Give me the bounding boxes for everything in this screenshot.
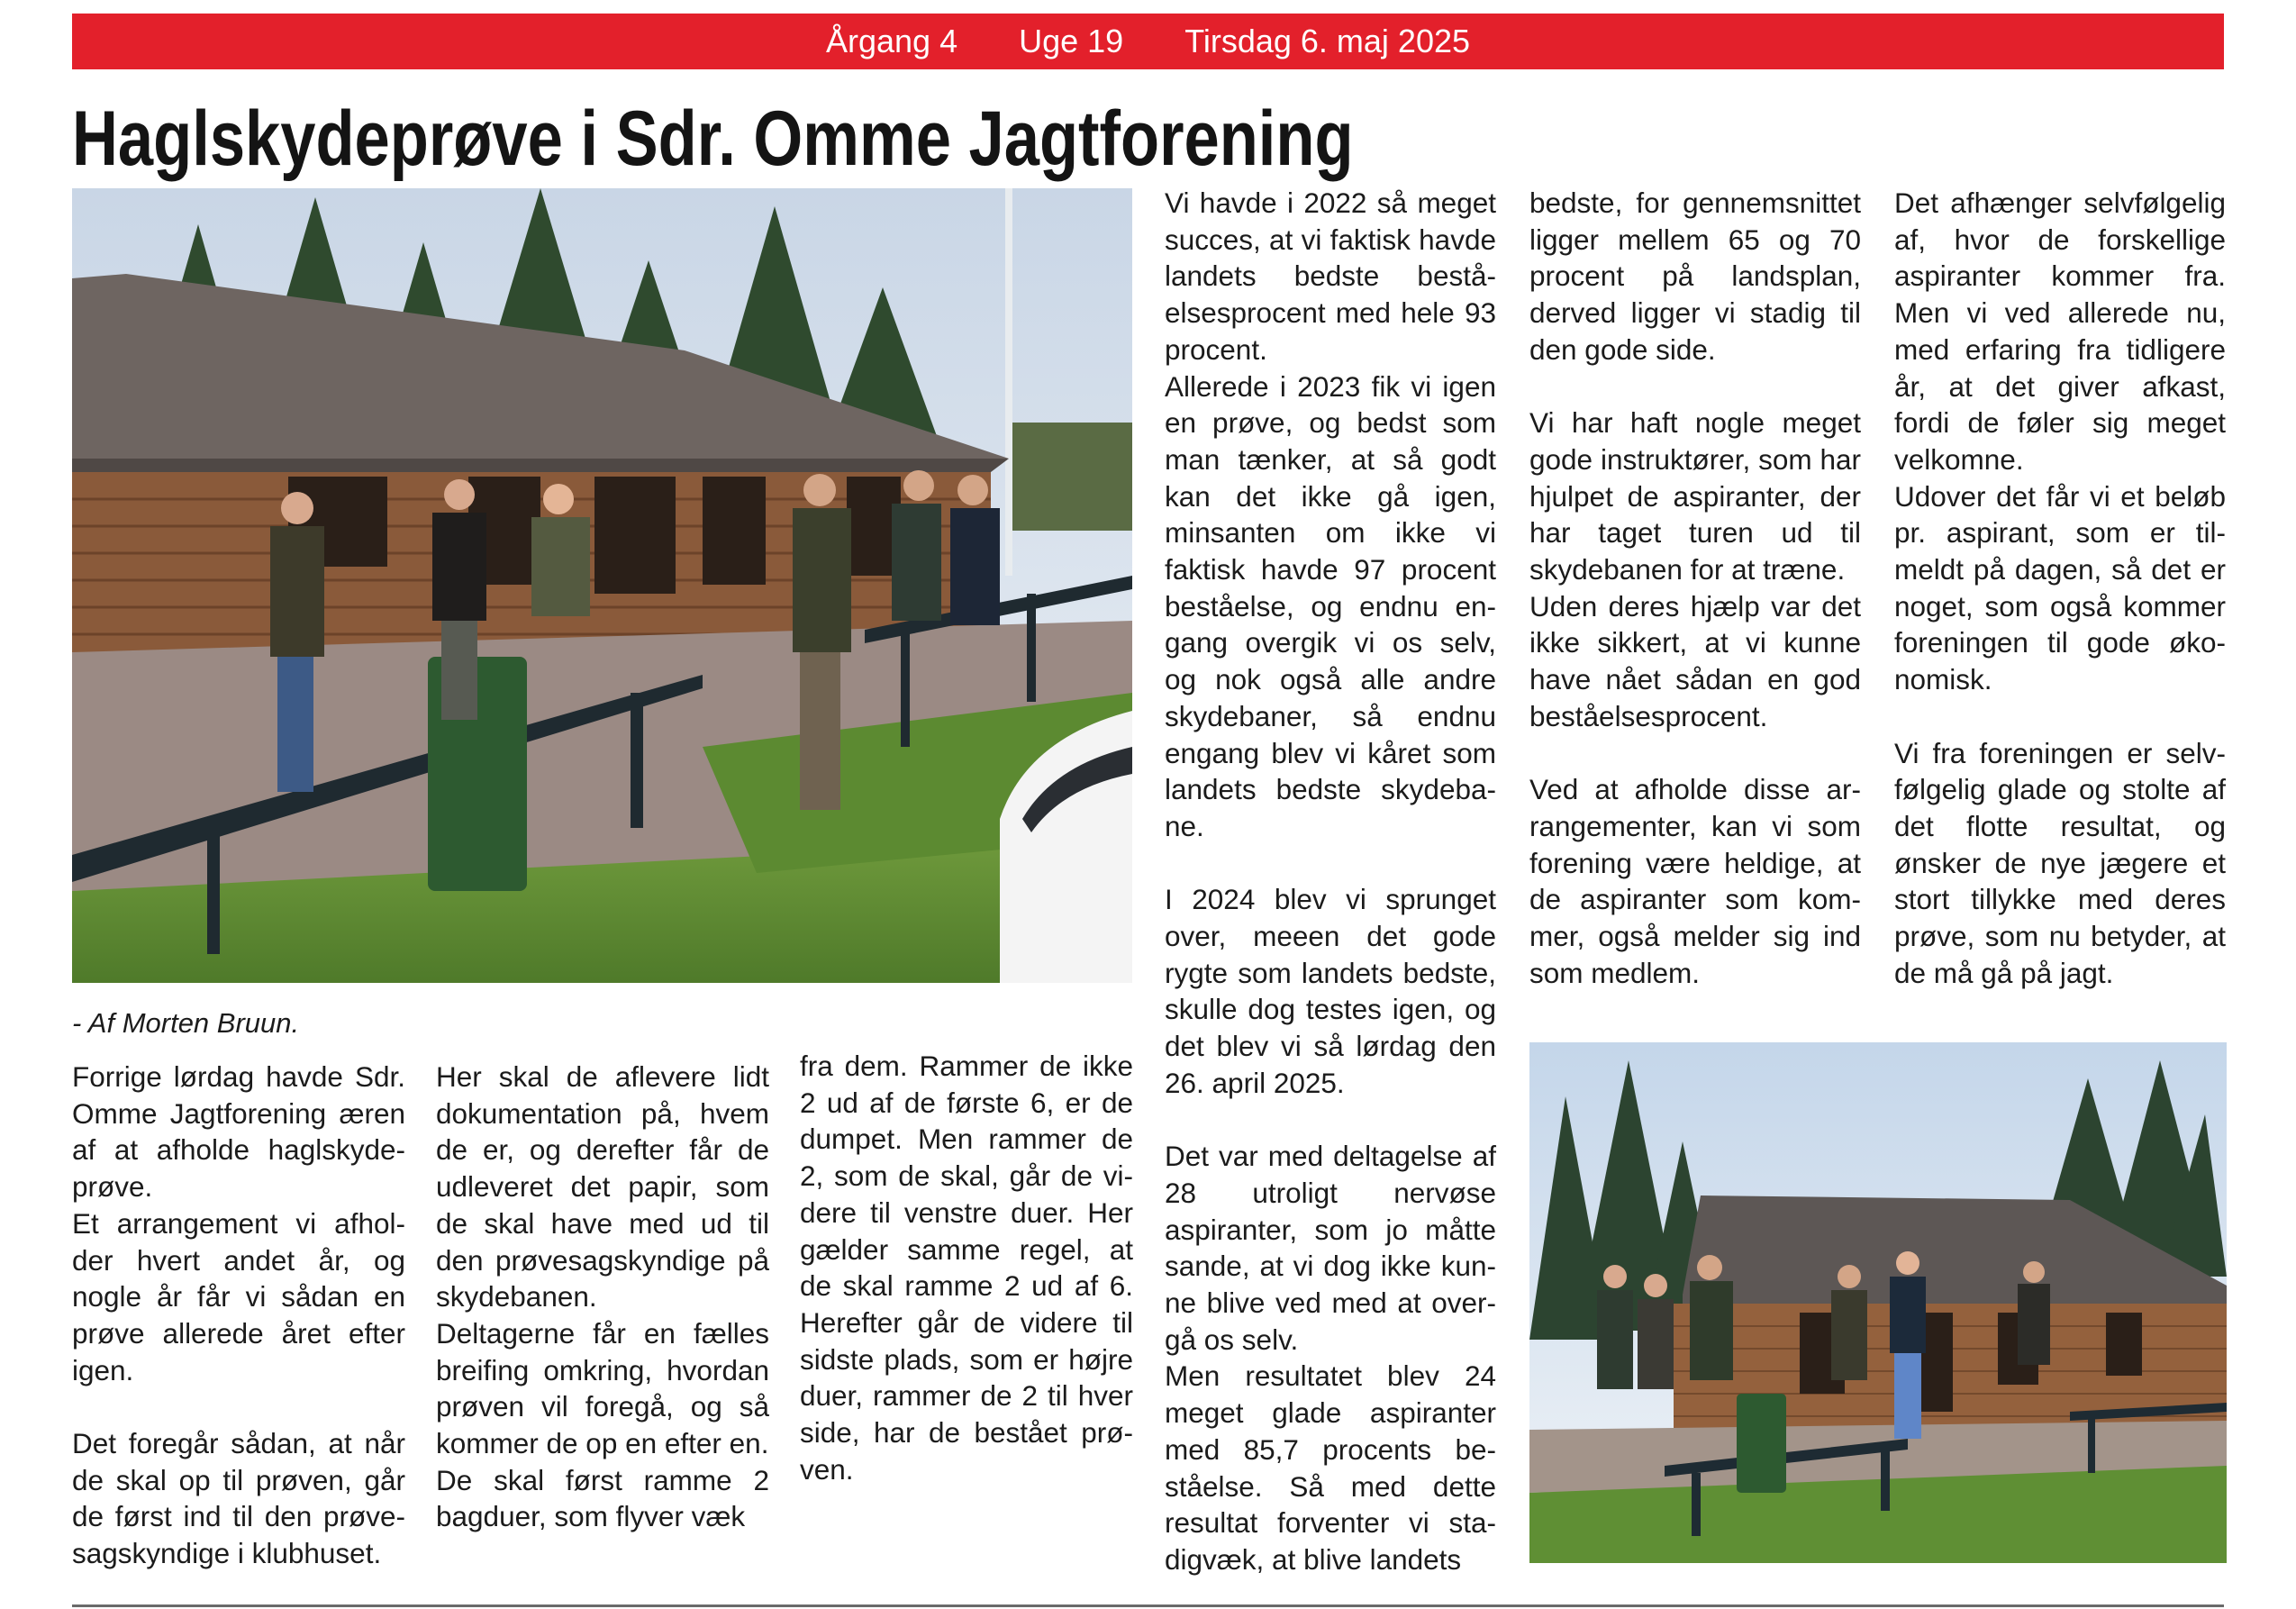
date-label: Tirsdag 6. maj 2025 <box>1184 23 1471 59</box>
paragraph: Det foregår sådan, at når de skal op til prøven, går de først ind til den prøvesagskyndige i klubhuset. <box>72 1427 405 1570</box>
paragraph: Udover det får vi et beløb pr. aspirant, som er tilmeldt på dagen, så det er noget, som også kommer foreningen til gode økonomisk. <box>1894 479 2226 696</box>
volume-label: Årgang 4 <box>825 23 958 59</box>
article-headline: Haglskydeprøve i Sdr. Omme Jagtforening <box>72 95 1354 182</box>
paragraph: Deltagerne får en fælles breifing omkring, hvordan prøven vil foregå, og så kommer de op en efter en. <box>436 1316 769 1460</box>
paragraph: Det afhænger selvfølgelig af, hvor de forskellige aspiranter kommer fra. Men vi ved allerede nu, med erfaring fra tidligere år, at det giver afkast, fordi de føler sig meget velkomne. <box>1894 186 2226 476</box>
photo-clubhouse-shooters-icon <box>72 188 1132 983</box>
text-column-4 <box>1165 185 1496 1578</box>
paragraph: I 2024 blev vi sprunget over, meeen det gode rygte som landets bedste, skulle dog testes igen, og det blev vi så lørdag den 26. april 2025. <box>1165 883 1496 1099</box>
paragraph: De skal først ramme 2 bagduer, som flyver væk <box>436 1463 769 1533</box>
paragraph: Vi har haft nogle meget gode instruktører, som har hjulpet de aspiranter, der har taget turen ud til skydebanen for at træne. <box>1529 406 1861 586</box>
text-column-3 <box>800 1048 1133 1487</box>
paragraph: Her skal de aflevere lidt dokumentation på, hvem de er, og derefter får de udleveret det papir, som de skal have med ud til den prøvesagskyndige på skydebanen. <box>436 1060 769 1314</box>
text-column-6 <box>1894 185 2226 991</box>
paragraph: Uden deres hjælp var det ikke sikkert, at vi kunne have nået sådan en god beståelsesprocent. <box>1529 589 1861 732</box>
masthead-bar <box>72 14 2224 69</box>
paragraph: Det var med deltagelse af 28 utroligt nervøse aspiranter, som jo måtte sande, at vi dog ikke kunne blive ved med at overgå os selv. <box>1165 1140 1496 1356</box>
text-column-1 <box>72 1059 405 1572</box>
paragraph: Et arrangement vi afholder hvert andet år, og nogle år får vi sådan en prøve allerede året efter igen. <box>72 1206 405 1386</box>
paragraph: Allerede i 2023 fik vi igen en prøve, og bedst som man tænker, at så godt kan det ikke gå igen, minsanten om ikke vi faktisk havde 97 procent beståelse, og endnu engang overgik vi os selv, og nok også alle andre skydebaner, så endnu engang blev vi kåret som landets bedste skydebane. <box>1165 369 1496 842</box>
week-label: Uge 19 <box>1019 23 1124 59</box>
article-byline: - Af Morten Bruun. <box>72 1007 300 1039</box>
paragraph: fra dem. Rammer de ikke 2 ud af de første 6, er de dumpet. Men rammer de 2, som de skal, går de videre til venstre duer. Her gælder samme regel, at de skal ramme 2 ud af 6. Herefter går de videre til sidste plads, som er højre duer, rammer de 2 til hver side, har de bestået prøven. <box>800 1050 1133 1486</box>
paragraph: Forrige lørdag havde Sdr. Omme Jagtforening æren af at afholde haglskydeprøve. <box>72 1060 405 1204</box>
text-column-2 <box>436 1059 769 1535</box>
paragraph: Vi fra foreningen er selvfølgelig glade og stolte af det flotte resultat, og ønsker de nye jægere et stort tillykke med deres prøve, som nu betyder, at de må gå på jagt. <box>1894 736 2226 989</box>
paragraph: Ved at afholde disse arrangementer, kan vi som forening være heldige, at de aspiranter som kommer, også melder sig ind som medlem. <box>1529 773 1861 989</box>
paragraph: Men resultatet blev 24 meget glade aspiranter med 85,7 procents beståelse. Så med dette resultat forventer vi stadigvæk, at blive landets <box>1165 1359 1496 1576</box>
page-bottom-rule <box>72 1604 2224 1607</box>
paragraph: Vi havde i 2022 så meget succes, at vi faktisk havde landets bedste beståelsesprocent med hele 93 procent. <box>1165 186 1496 366</box>
paragraph: bedste, for gennemsnittet ligger mellem 65 og 70 procent på landsplan, derved ligger vi stadig til den gode side. <box>1529 186 1861 366</box>
photo-clubhouse-group-icon <box>1529 1042 2227 1563</box>
text-column-5 <box>1529 185 1861 991</box>
